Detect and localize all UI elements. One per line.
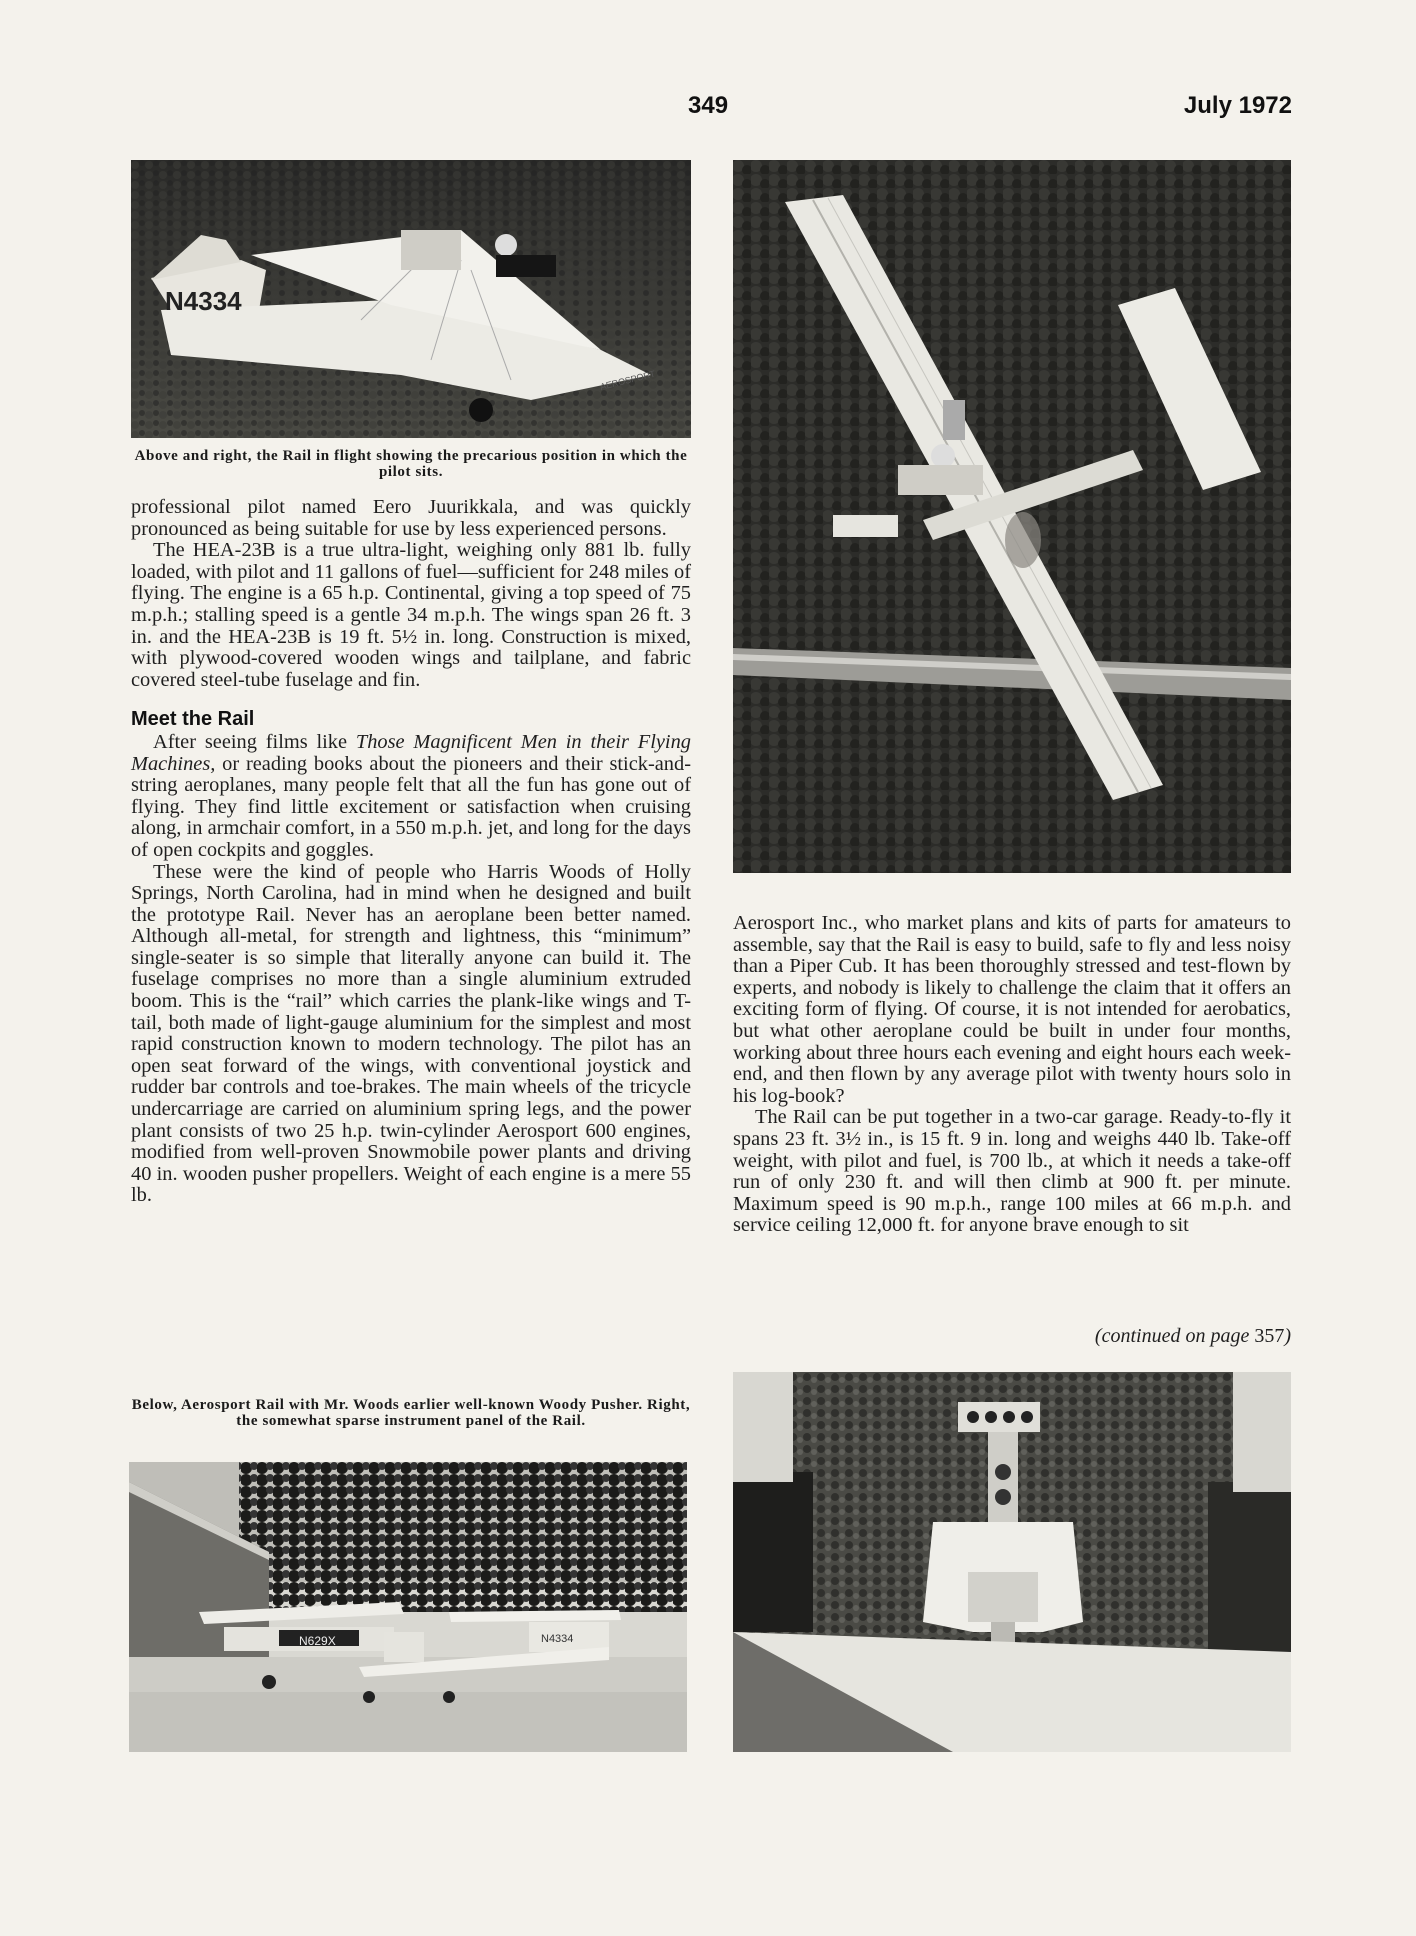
page-number: 349 <box>688 92 729 119</box>
paragraph: These were the kind of people who Harris Woods of Holly Springs, North Carolina, had in mind when he designed and built the prototype Rail. Never has an aeroplane been better named. Although all-metal, for strength and lightness, this “minimum” single-seater is so simple that literally anyone can build it. The fuselage comprises no more than a single aluminium extruded boom. This is the “rail” which carries the plank-like wings and T-tail, both made of light-gauge aluminium for the simplest and most rapid construction known to modern technology. The pilot has an open seat forward of the wings, with conventional joystick and rudder bar controls and toe-brakes. The main wheels of the tricycle undercarriage are carried on aluminium spring legs, and the power plant consists of two 25 h.p. twin-cylinder Aerosport 600 engines, modified from well-proven Snowmobile power plants and driving 40 in. wooden pusher propellers. Weight of each engine is a mere 55 lb. <box>131 860 691 1207</box>
registration-n4334-ground: N4334 <box>541 1633 574 1645</box>
registration-n629x: N629X <box>299 1634 336 1648</box>
film-title: Those Magnificent Men in their Flying Machines, <box>131 730 691 775</box>
article-right-column <box>733 913 1291 1237</box>
paragraph: The Rail can be put together in a two-car garage. Ready-to-fly it spans 23 ft. 3½ in., is 15 ft. 9 in. long and weighs 440 lb. Take-off weight, with pilot and fuel, is 700 lb., at which it needs a take-off run of only 230 ft. and will then climb at 900 ft. per minute. Maximum speed is 90 m.p.h., range 100 miles at 66 m.p.h. and service ceiling 12,000 ft. for anyone brave enough to sit <box>733 1106 1291 1237</box>
continued-note <box>733 1325 1291 1348</box>
paragraph-text: After seeing films like <box>153 730 356 753</box>
section-heading: Meet the Rail <box>131 708 255 731</box>
registration-n4334: N4334 <box>165 286 242 316</box>
caption-bottom: Below, Aerosport Rail with Mr. Woods earlier well-known Woody Pusher. Right, the somewhat sparse instrument panel of the Rail. <box>131 1397 691 1429</box>
paragraph: professional pilot named Eero Juurikkala, and was quickly pronounced as being suitable for use by less experienced persons. <box>131 496 691 540</box>
article-left-column <box>131 497 691 1207</box>
paragraph-text: or reading books about the pioneers and their stick-and-string aeroplanes, many people felt that all the fun has gone out of flying. They find little excitement or satisfaction when cruising along, in armchair comfort, in a 550 m.p.h. jet, and long for the days of open cockpits and goggles. <box>131 752 691 861</box>
caption-top: Above and right, the Rail in flight showing the precarious position in which the pilot sits. <box>134 448 688 480</box>
wing-marking-aerosport: AEROSPORT <box>599 368 657 392</box>
photo-rail-in-flight-top <box>733 160 1291 873</box>
issue-date: July 1972 <box>1183 92 1292 119</box>
continued-close: ) <box>1284 1325 1291 1347</box>
continued-page-number: 357 <box>1254 1325 1285 1347</box>
continued-text: (continued on page <box>1094 1325 1255 1347</box>
photo-instrument-panel <box>733 1372 1291 1752</box>
photo-rail-in-flight-side <box>131 160 691 438</box>
paragraph: The HEA-23B is a true ultra-light, weighing only 881 lb. fully loaded, with pilot and 11 gallons of fuel—sufficient for 248 miles of flying. The engine is a 65 h.p. Continental, giving a top speed of 75 m.p.h.; stalling speed is a gentle 34 m.p.h. The wings span 26 ft. 3 in. and the HEA-23B is 19 ft. 5½ in. long. Construction is mixed, with plywood-covered wooden wings and tailplane, and fabric covered steel-tube fuselage and fin. <box>131 539 691 691</box>
photo-rail-and-woody-pusher <box>129 1462 687 1752</box>
paragraph <box>131 732 691 862</box>
paragraph: Aerosport Inc., who market plans and kits of parts for amateurs to assemble, say that the Rail is easy to build, safe to fly and less noisy than a Piper Cub. It has been thoroughly stressed and test-flown by experts, and nobody is likely to challenge the claim that it offers an exciting form of flying. Of course, it is not intended for aerobatics, but what other aeroplane could be built in under four months, working about three hours each evening and eight hours each week-end, and then flown by any average pilot with twenty hours solo in his log-book? <box>733 912 1291 1107</box>
